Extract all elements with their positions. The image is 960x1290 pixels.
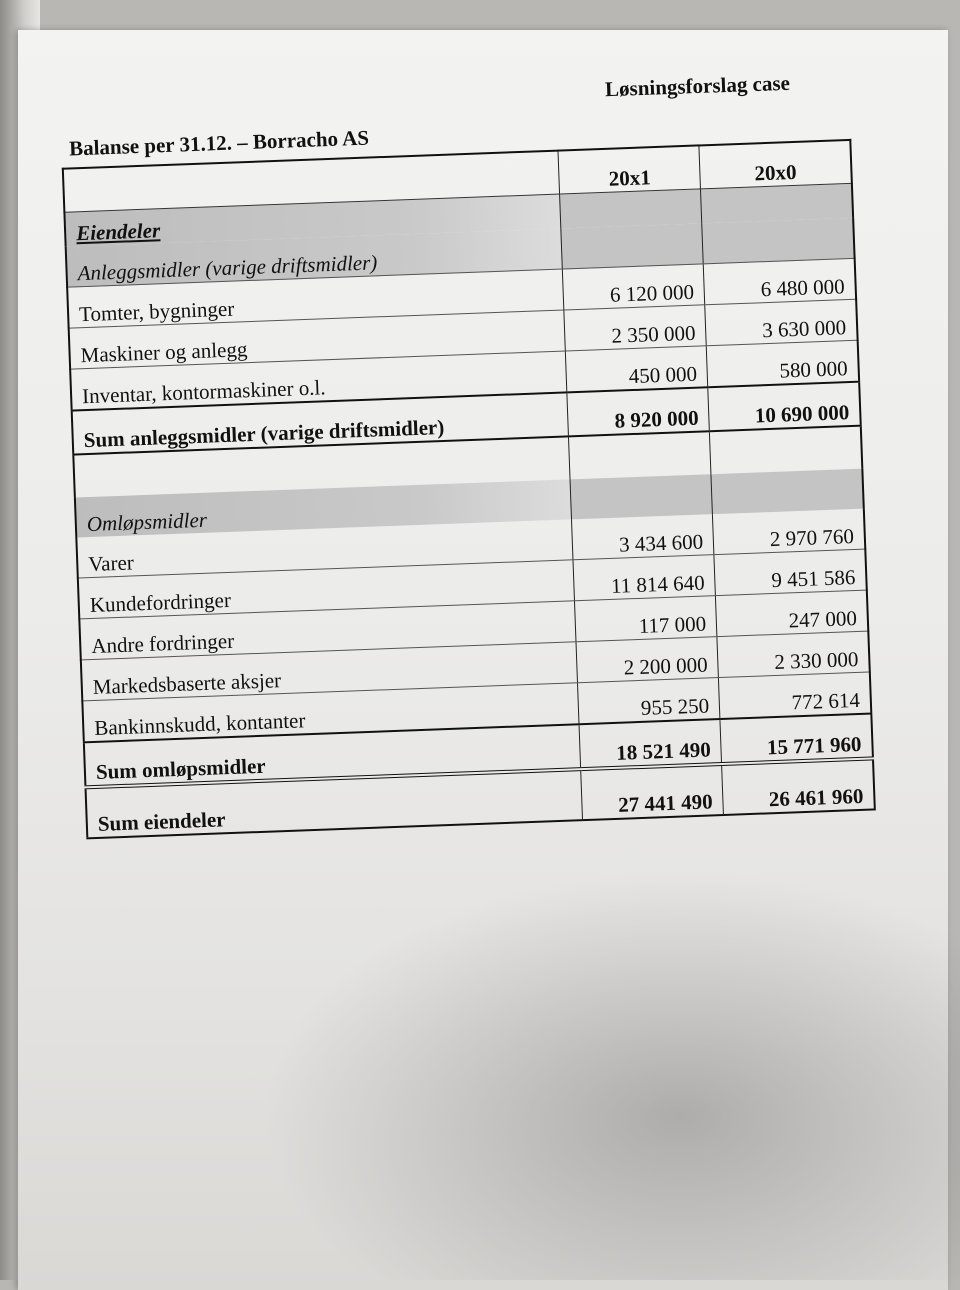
value-20x1: 450 000 xyxy=(566,346,708,393)
row-label: Kundefordringer xyxy=(78,560,575,619)
shade-cell xyxy=(561,223,703,269)
value-20x1: 2 200 000 xyxy=(576,637,718,683)
row-label: Andre fordringer xyxy=(79,601,576,660)
grand-total-20x1: 27 441 490 xyxy=(581,764,724,820)
row-label: Varer xyxy=(76,519,573,578)
sum-value-20x1: 8 920 000 xyxy=(567,387,710,436)
col-header-20x0: 20x0 xyxy=(699,140,852,189)
spacer-cell xyxy=(710,426,863,475)
value-20x0: 580 000 xyxy=(706,340,859,387)
shade-cell xyxy=(560,189,702,229)
section-heading: Eiendeler xyxy=(64,194,561,247)
title-dash: – xyxy=(236,129,249,155)
value-20x0: 2 330 000 xyxy=(717,631,870,678)
value-20x1: 955 250 xyxy=(578,678,720,725)
sum-value-20x0: 15 771 960 xyxy=(720,713,873,764)
row-label: Maskiner og anlegg xyxy=(69,310,566,369)
balance-table xyxy=(62,139,876,839)
subsection-heading: Anleggsmidler (varige driftsmidler) xyxy=(66,229,563,288)
grand-total-label: Sum eiendeler xyxy=(85,769,582,838)
balance-sheet xyxy=(28,90,884,841)
sum-label: Sum omløpsmidler xyxy=(84,724,581,787)
row-label: Inventar, kontormaskiner o.l. xyxy=(70,351,567,411)
shade-cell xyxy=(570,474,712,519)
value-20x1: 117 000 xyxy=(575,596,717,642)
value-20x0: 6 480 000 xyxy=(703,258,856,305)
value-20x1: 2 350 000 xyxy=(564,305,706,351)
value-20x0: 9 451 586 xyxy=(714,549,867,596)
value-20x1: 11 814 640 xyxy=(573,555,715,601)
value-20x0: 3 630 000 xyxy=(705,299,858,346)
title-company: Borracho AS xyxy=(252,125,370,154)
page-header: Løsningsforslag case xyxy=(604,70,791,102)
title-text: Balanse per 31.12. xyxy=(68,130,233,161)
value-20x1: 3 434 600 xyxy=(572,514,714,560)
sum-label: Sum anleggsmidler (varige driftsmidler) xyxy=(72,392,569,454)
shade-cell xyxy=(702,218,855,264)
value-20x1: 6 120 000 xyxy=(563,264,705,310)
subsection-heading: Omløpsmidler xyxy=(75,479,572,537)
sum-value-20x1: 18 521 490 xyxy=(579,719,722,769)
row-label: Markedsbaserte aksjer xyxy=(81,642,578,701)
sum-value-20x0: 10 690 000 xyxy=(708,382,861,432)
grand-total-20x0: 26 461 960 xyxy=(722,758,875,815)
shade-cell xyxy=(711,469,864,515)
value-20x0: 247 000 xyxy=(716,590,869,637)
value-20x0: 772 614 xyxy=(719,672,872,719)
spacer-cell xyxy=(569,431,712,479)
value-20x0: 2 970 760 xyxy=(713,509,866,555)
row-label: Tomter, bygninger xyxy=(67,269,564,328)
shade-cell xyxy=(701,183,853,223)
col-header-20x1: 20x1 xyxy=(558,145,701,194)
row-label: Bankinnskudd, kontanter xyxy=(82,683,579,743)
